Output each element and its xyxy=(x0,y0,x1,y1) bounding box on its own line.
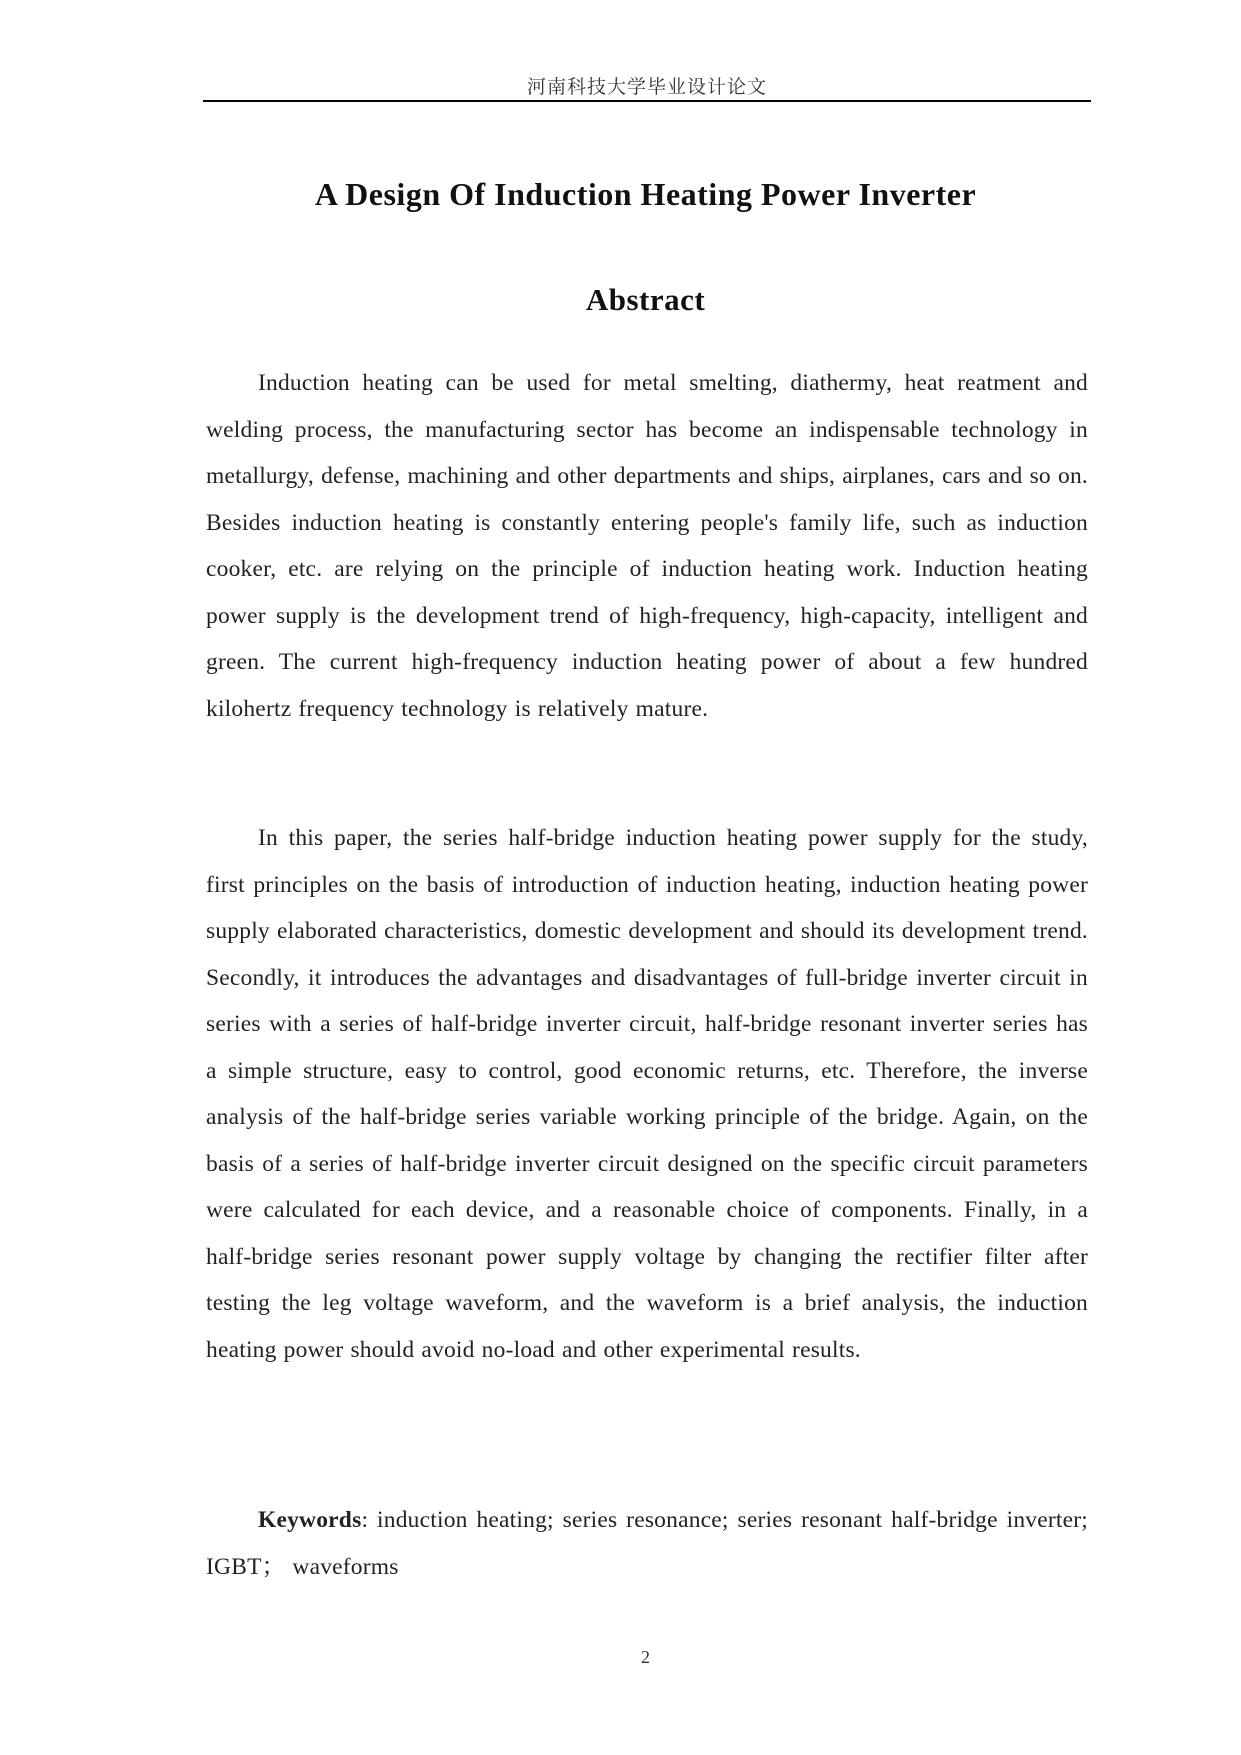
keywords-line xyxy=(206,1497,1088,1590)
keywords-text: : induction heating; series resonance; series resonant half-bridge inverter; IGBT； waveforms xyxy=(206,1507,1088,1580)
keywords-paragraph xyxy=(206,1497,1088,1590)
keywords-label: Keywords xyxy=(258,1507,362,1533)
abstract-heading: Abstract xyxy=(585,282,706,317)
abstract-paragraph-2 xyxy=(206,815,1088,1373)
abstract-paragraph-1 xyxy=(206,360,1088,732)
page-number: 2 xyxy=(641,1647,650,1667)
paper-title: A Design Of Induction Heating Power Inverter xyxy=(314,176,977,212)
header-divider xyxy=(203,100,1091,102)
running-header: 河南科技大学毕业设计论文 xyxy=(526,77,767,98)
paragraph-text: In this paper, the series half-bridge induction heating power supply for the study, first principles on the basis of introduction of induction heating, induction heating power supply elaborated characteristics, domestic development and should its development trend. Secondly, it introduces the advantages and disadvantages of full-bridge inverter circuit in series with a series of half-bridge inverter circuit, half-bridge resonant inverter series has a simple structure, easy to control, good economic returns, etc. Therefore, the inverse analysis of the half-bridge series variable working principle of the bridge. Again, on the basis of a series of half-bridge inverter circuit designed on the specific circuit parameters were calculated for each device, and a reasonable choice of components. Finally, in a half-bridge series resonant power supply voltage by changing the rectifier filter after testing the leg voltage waveform, and the waveform is a brief analysis, the induction heating power should avoid no-load and other experimental results. xyxy=(206,825,1088,1363)
paragraph-text: Induction heating can be used for metal smelting, diathermy, heat reatment and welding process, the manufacturing sector has become an indispensable technology in metallurgy, defense, machining and other departments and ships, airplanes, cars and so on. Besides induction heating is constantly entering people's family life, such as induction cooker, etc. are relying on the principle of induction heating work. Induction heating power supply is the development trend of high-frequency, high-capacity, intelligent and green. The current high-frequency induction heating power of about a few hundred kilohertz frequency technology is relatively mature. xyxy=(206,370,1088,722)
